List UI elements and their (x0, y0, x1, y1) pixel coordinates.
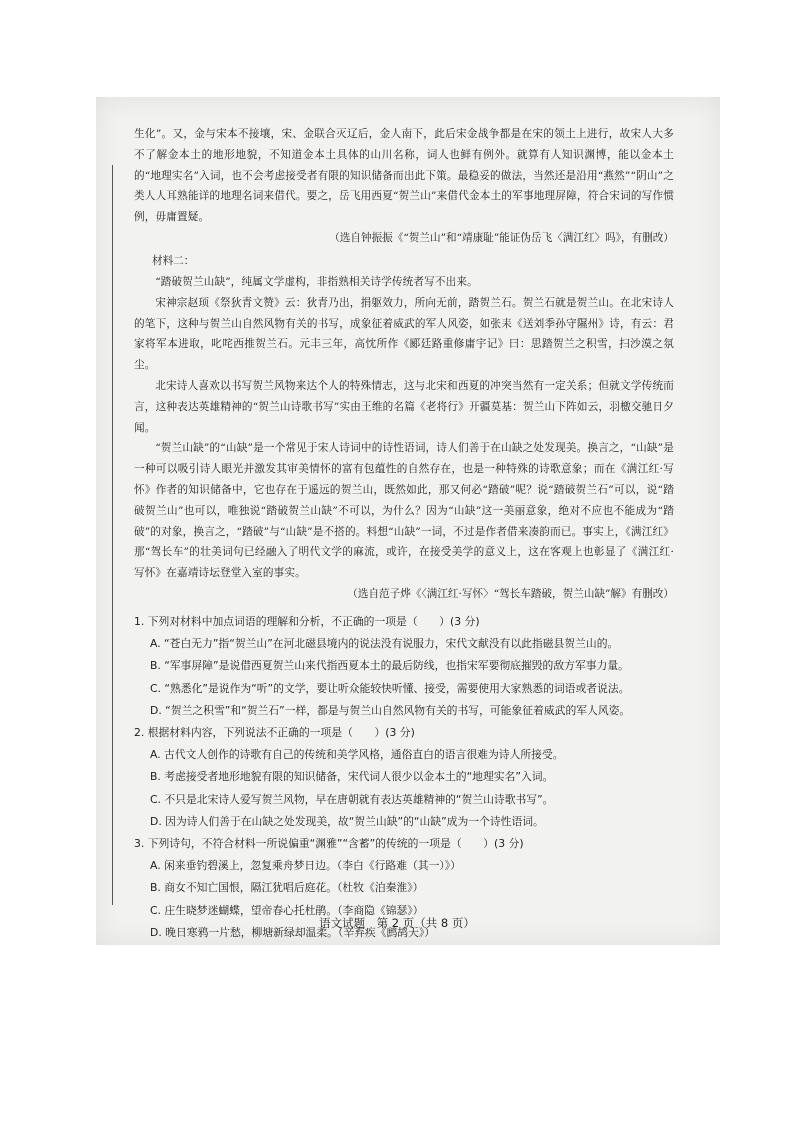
page-footer: 语文试题 第 2 页（共 8 页） (319, 916, 475, 930)
question-stem: 1. 下列对材料中加点词语的理解和分析，不正确的一项是（ ）(3 分) (134, 614, 480, 628)
question-2 (134, 722, 674, 833)
material1-paragraph: 生化”。又，金与宋本不接壤，宋、金联合灭辽后，金人南下，此后宋金战争都是在宋的领土上进行，故宋人大多不了解金本土的地形地貌，不知道金本土具体的山川名称，词人也鲜有例外。就算有人知识渊博，能以金本土的“地理实名”入词，也不会考虑接受者有限的知识储备而出此下策。最稳妥的做法，当然还是沿用“燕然”“阴山”之类人人耳熟能详的地理名词来借代。要之，岳飞用西夏“贺兰山”来借代金本土的军事地理屏障，符合宋词的写作惯例，毋庸置疑。 (134, 128, 674, 224)
binding-margin-line (112, 165, 113, 905)
question-stem: 3. 下列诗句，不符合材料一所说偏重“渊雅”“含蓄”的传统的一项是（ ）(3 分) (134, 836, 524, 850)
material2-source: （选自范子烨《〈满江红·写怀〉“驾长车踏破，贺兰山缺”解》有删改） (347, 587, 674, 600)
option-a: A. 闲来垂钓碧溪上，忽复乘舟梦日边。（李白《行路难（其一）》） (150, 859, 461, 873)
material2-paragraph-1: “踏破贺兰山缺”，纯属文学虚构，非指熟相关诗学传统者写不出来。 (155, 275, 478, 288)
option-b: B. 商女不知亡国恨，隔江犹唱后庭花。（杜牧《泊秦淮》） (150, 881, 424, 895)
option-b: B. “军事屏障”是说借西夏贺兰山来代指西夏本土的最后防线，也指宋军要彻底摧毁的敌方军事力量。 (150, 659, 629, 673)
option-a: A. “苍白无力”指“贺兰山”在河北磁县境内的说法没有说服力，宋代文献没有以此指磁县贺兰山的。 (150, 637, 619, 651)
question-1 (134, 611, 674, 722)
option-b: B. 考虑接受者地形地貌有限的知识储备，宋代词人很少以金本土的“地理实名”入词。 (150, 770, 554, 784)
option-c: C. 不只是北宋诗人爱写贺兰风物，早在唐朝就有表达英雄精神的“贺兰山诗歌书写”。 (150, 792, 554, 806)
option-c: C. 庄生晓梦迷蝴蝶，望帝春心托杜鹃。（李商隐《锦瑟》） (150, 903, 424, 917)
option-d: D. 晚日寒鸦一片愁，柳塘新绿却温柔。（辛弃疾《鹧鸪天》） (150, 925, 436, 939)
material1-source: （选自钟振振《“贺兰山”和“靖康耻”能证伪岳飞〈满江红〉吗》，有删改） (329, 231, 674, 244)
material2-paragraph-3: 北宋诗人喜欢以书写贺兰风物来达个人的特殊情志，这与北宋和西夏的冲突当然有一定关系；但就文学传统而言，这种表达英雄精神的“贺兰山诗歌书写”实由王维的名篇《老将行》开疆莫基：贺兰山下阵如云，羽檄交驰日夕闻。 (134, 379, 674, 434)
material2-paragraph-4: “贺兰山缺”的“山缺”是一个常见于宋人诗词中的诗性语词，诗人们善于在山缺之处发现美。换言之，“山缺”是一种可以吸引诗人眼光并激发其审美情怀的富有包蕴性的自然存在，也是一种特殊的诗歌意象；而在《满江红·写怀》作者的知识储备中，它也存在于遥远的贺兰山，既然如此，那又何必“踏破”呢？说“踏破贺兰石”可以，说“踏破贺兰山”也可以，唯独说“踏破贺兰山缺”不可以，为什么？因为“山缺”这一美丽意象，绝对不应也不能成为“踏破”的对象，换言之，“踏破”与“山缺”是不搭的。料想“山缺”一词，不过是作者借来凑韵而已。事实上，《满江红》那“驾长车”的壮美词句已经融入了明代文学的麻流，或许，在接受美学的意义上，这在客观上也彰显了《满江红·写怀》在嘉靖诗坛登堂入室的事实。 (134, 442, 674, 580)
option-a: A. 古代文人创作的诗歌有自己的传统和美学风格，通俗直白的语言很难为诗人所接受。 (150, 748, 564, 762)
option-d: D. 因为诗人们善于在山缺之处发现美，故“贺兰山缺”的“山缺”成为一个诗性语词。 (150, 814, 544, 828)
option-c: C. “熟悉化”是说作为“听”的文学，要让听众能较快听懂、接受，需要使用大家熟悉的词语或者说法。 (150, 681, 630, 695)
question-stem: 2. 根据材料内容，下列说法不正确的一项是（ ）(3 分) (134, 725, 415, 739)
page-content (134, 124, 674, 944)
material2-paragraph-2: 宋神宗赵顼《祭狄青文赞》云：狄青乃出，捐躯效力，所向无前，踏贺兰石。贺兰石就是贺兰山。在北宋诗人的笔下，这种与贺兰山自然风物有关的书写，成象征着威武的军人风姿，如张耒《送刘季孙守隰州》诗，有云：君家将军本进取，叱咤西推贺兰石。元丰三年，高忱所作《郾廷路重修庸宇记》曰：思踏贺兰之积雪，扫沙漠之氛尘。 (134, 296, 674, 372)
material2-heading: 材料二： (152, 254, 195, 267)
option-d: D. “贺兰之积雪”和“贺兰石”一样，都是与贺兰山自然风物有关的书写，可能象征着威武的军人风姿。 (150, 703, 631, 717)
